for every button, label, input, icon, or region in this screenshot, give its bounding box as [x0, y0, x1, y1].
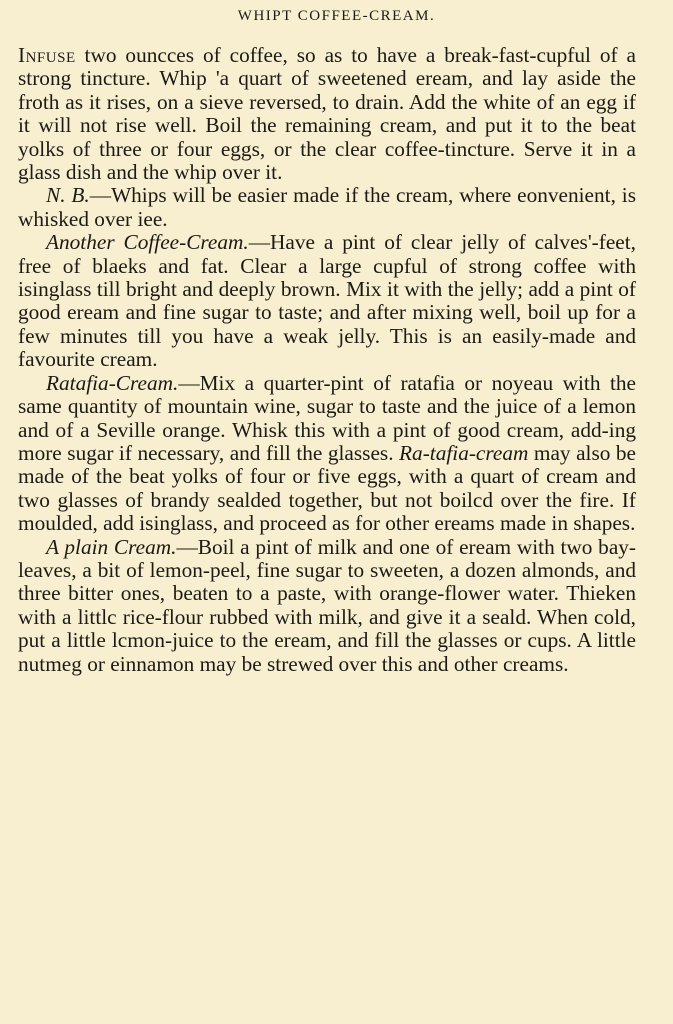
paragraph-text: —Boil a pint of milk and one of eream with two bay-leaves, a bit of lemon-peel, fine sugar to sweeten, a dozen almonds, and three bitter ones, beaten to a paste, with orange-flower water. Thieken with a littlc rice-flour rubbed with milk, and give it a seald. When cold, put a little lcmon-juice to the eream, and fill the glasses or cups. A little nutmeg or einnamon may be strewed over this and other creams. — [18, 534, 637, 676]
paragraph-another-coffee-cream — [18, 231, 636, 371]
paragraph-whipt-coffee-cream — [18, 44, 636, 184]
paragraph-plain-cream — [18, 536, 636, 676]
paragraph-lead: Another Coffee-Cream. — [46, 230, 249, 255]
paragraph-nota-bene — [18, 184, 636, 231]
paragraph-lead: A plain Cream. — [46, 534, 177, 559]
paragraph-text: —Mix a quarter-pint of ratafia or noyeau with the same quantity of mountain wine, sugar to taste and the juice of a lemon and of a Seville orange. Whisk this with a pint of good cream, add-ing more sugar if necessary, and fill the glasses. — [18, 370, 636, 465]
paragraph-lead: N. B. — [46, 183, 90, 208]
paragraph-text: may also be made of the beat yolks of four or five eggs, with a quart of cream and two glasses of brandy sealded together, but not boilcd over the fire. If moulded, add isinglass, and proceed as for other ereams made in shapes. — [18, 440, 637, 536]
paragraph-lead: Infuse — [18, 43, 76, 67]
inline-italic-term: Ra-tafia-cream — [399, 440, 529, 465]
paragraph-text: —Whips will be easier made if the cream, where eonvenient, is whisked over iee. — [18, 183, 636, 231]
paragraph-text: —Have a pint of clear jelly of calves'-feet, free of blaeks and fat. Clear a large cupful of strong coffee with isinglass till bright and deeply brown. Mix it with the jelly; add a pint of good eream and fine sugar to taste; and after mixing well, boil up for a few minutes till you have a weak jelly. This is an easily-made and favourite cream. — [18, 230, 636, 372]
paragraph-ratafia-cream — [18, 372, 636, 536]
paragraph-lead: Ratafia-Cream. — [46, 370, 179, 395]
running-head: WHIPT COFFEE-CREAM. — [237, 8, 436, 24]
page-body — [18, 44, 636, 676]
paragraph-text: two ouncces of coffee, so as to have a break-fast-cupful of a strong tincture. Whip 'a quart of sweetened eream, and lay aside the froth as it rises, on a sieve reversed, to drain. Add the white of an egg if it will not rise well. Boil the remaining cream, and put it to the beat yolks of three or four eggs, or the clear coffee-tincture. Serve it in a glass dish and the whip over it. — [18, 43, 636, 185]
